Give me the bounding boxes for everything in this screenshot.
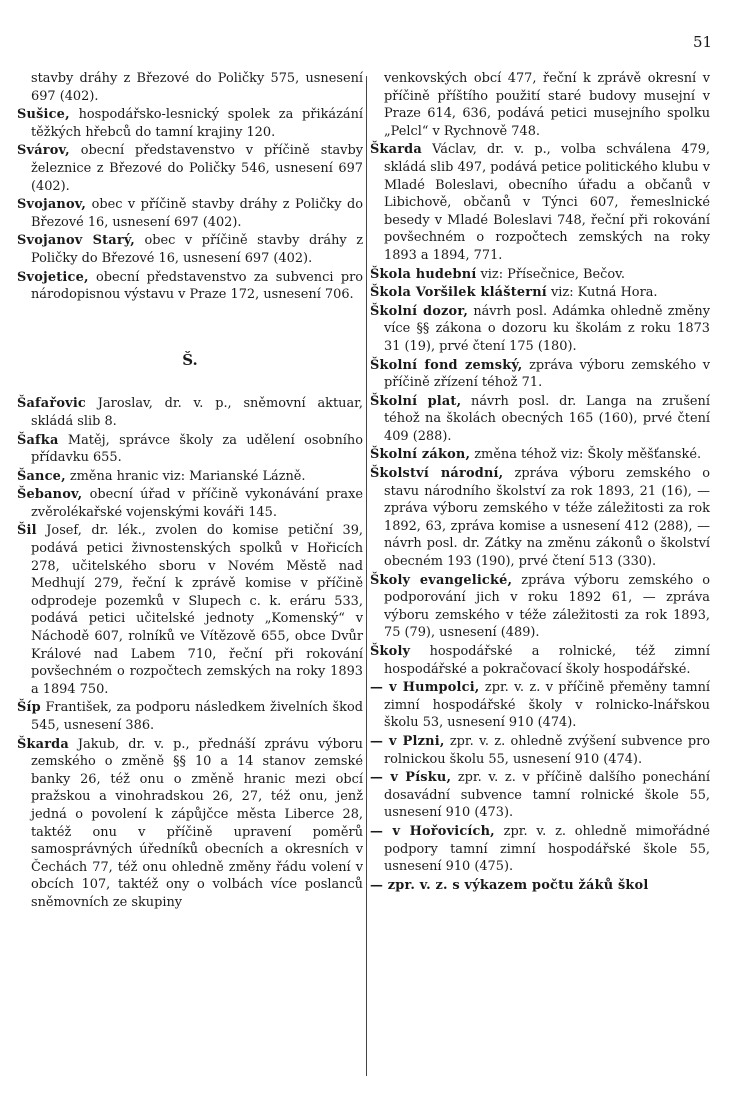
entry-heading: Šíp: [17, 700, 41, 716]
entry-text: zpr. v. z. ohledně mimořádné podpory tamní zimní hospodářské škole 55, usnesení 910 (475).: [384, 823, 710, 875]
entry-heading: Školní plat,: [370, 393, 462, 409]
index-entry: [370, 769, 710, 822]
index-entry: [17, 432, 363, 467]
entry-text: hospodářsko-lesnický spolek za přikázání těžkých hřebců do tamní krajiny 120.: [31, 107, 363, 140]
entry-text: zpráva výboru zemského o podporování jich v roku 1892 61, — zpráva výboru zemského v téže záležitosti za rok 1893, 75 (79), usnesení (489).: [384, 572, 710, 641]
entry-text: Jakub, dr. v. p., přednáší zprávu výboru zemského o změně §§ 10 a 14 stanov zemské banky 26, též onu o změně hranic mezi obcí pražskou a vinohradskou 26, 27, též onu, jenž jedná o povolení k zápůjčce města Liberce 28, taktéž onu v příčině upravení poměrů samosprávných úředníků obecních a okresních v Čechách 77, též onu ohledně změny řádu volení v obcích 107, taktéž ony o volbách více poslanců sněmovních ze skupiny: [31, 736, 363, 910]
index-entry: [370, 284, 710, 302]
index-entry: [17, 70, 363, 105]
entry-heading: — zpr. v. z. s výkazem počtu žáků škol: [370, 877, 649, 893]
entry-heading: Škarda: [370, 142, 422, 158]
entry-heading: Šance,: [17, 468, 66, 484]
entry-text: obecní úřad v příčině vykonávání praxe zvěrolékařské vojenskými kováři 145.: [31, 487, 363, 520]
left-column: [17, 70, 363, 913]
entry-heading: Škola hudební: [370, 266, 477, 282]
entry-text: Václav, dr. v. p., volba schválena 479, skládá slib 497, podává petice politického klubu v Mladé Boleslavi, obecního úřadu a občanů v Libichově, občanů v Týnci 607, řemeslnické besedy v Mladé Boleslavi 748, řeční při rokování povšechném o rozpočtech zemských na roky 1893 a 1894, 771.: [384, 142, 710, 263]
entry-text: stavby dráhy z Březové do Poličky 575, usnesení 697 (402).: [31, 71, 363, 104]
index-entry: [17, 269, 363, 304]
index-entry: [370, 303, 710, 356]
index-entry: [370, 266, 710, 284]
entry-heading: Školní dozor,: [370, 303, 469, 319]
section-heading: Š.: [182, 350, 198, 369]
entry-text: návrh posl. dr. Langa na zrušení téhož na školách obecných 165 (160), prvé čtení 409 (288).: [384, 393, 710, 444]
index-entry: [17, 232, 363, 267]
entry-heading: — v Plzni,: [370, 733, 445, 749]
column-divider: [366, 76, 367, 1076]
entry-text: zpr. v. z. v příčině přeměny tamní zimní hospodářské školy v rolnicko-lnářskou školu 53, usnesení 910 (474).: [384, 680, 710, 731]
entry-text: zpr. v. z. ohledně zvýšení subvence pro rolnickou školu 55, usnesení 910 (474).: [384, 733, 711, 767]
entry-heading: Svárov,: [17, 143, 70, 159]
entry-heading: Školy: [370, 644, 411, 659]
index-entry: [17, 486, 363, 521]
entry-heading: Školství národní,: [370, 466, 504, 482]
index-entry: [370, 70, 710, 140]
entry-heading: Školní zákon,: [370, 447, 471, 463]
entry-heading: Svojanov Starý,: [17, 233, 135, 249]
index-entry: [370, 465, 710, 571]
index-entry: [17, 522, 363, 698]
entry-text: hospodářské a rolnické, též zimní hospodářské a pokračovací školy hospodářské.: [384, 644, 710, 677]
entry-text: zpráva výboru zemského v příčině zřízení téhož 71.: [384, 357, 711, 391]
entry-text: změna hranic viz: Marianské Lázně.: [65, 468, 306, 484]
entry-heading: Školní fond zemský,: [370, 357, 523, 373]
entry-text: obecní představenstvo v příčině stavby železnice z Březové do Poličky 546, usnesení 697 (402).: [31, 143, 363, 194]
index-entry: [370, 446, 710, 464]
index-entry: [370, 823, 710, 876]
entry-heading: Školy evangelické,: [370, 572, 513, 588]
entry-text: zpráva výboru zemského o stavu národního školství za rok 1893, 21 (16), — zpráva výboru zemského v téže záležitosti za rok 1892, 63, zpráva komise a usnesení 412 (288), — návrh posl. dr. Zátky na změnu zákonů o školství obecném 193 (190), prvé čtení 513 (330).: [384, 466, 710, 570]
index-entry: [370, 643, 710, 678]
index-entry: [17, 468, 363, 486]
entry-heading: Šafka: [17, 432, 59, 448]
entries-group-b: [17, 395, 363, 911]
page-number: 51: [693, 33, 713, 51]
entry-heading: — v Písku,: [370, 770, 452, 786]
entry-text: návrh posl. Adámka ohledně změny více §§ zákona o dozoru ku školám z roku 1873 31 (19), prvé čtení 175 (180).: [384, 303, 710, 354]
index-entry: [370, 393, 710, 446]
right-column: [370, 70, 710, 895]
entry-heading: Škola Voršilek klášterní: [370, 285, 547, 301]
entry-heading: Svojetice,: [17, 269, 89, 285]
entries-group-right: [370, 70, 710, 894]
index-entry: [370, 733, 710, 768]
index-entry: [17, 142, 363, 195]
entry-text: Matěj, správce školy za udělení osobního přídavku 655.: [31, 432, 363, 466]
entry-text: změna téhož viz: Školy měšťanské.: [470, 447, 702, 463]
entry-heading: Šebanov,: [17, 487, 83, 503]
entry-text: obecní představenstvo za subvenci pro národopisnou výstavu v Praze 172, usnesení 706.: [31, 269, 363, 303]
entry-text: Josef, dr. lék., zvolen do komise petiční 39, podává petici živnostenských spolků v Hořicích 278, učitelského sboru v Novém Městě nad Medhují 279, řeční k zprávě komise v příčině odprodeje pozemků v Slupech c. k. eráru 533, podává petici učitelské jednoty „Komenský“ v Náchodě 607, rolníků ve Vítězově 655, obce Dvůr Králové nad Labem 710, řeční při rokování povšechném o rozpočtech zemských na roky 1893 a 1894 750.: [31, 523, 363, 697]
entry-text: František, za podporu následkem živelních škod 545, usnesení 386.: [31, 700, 363, 733]
entry-heading: Škarda: [17, 736, 69, 752]
index-entry: [370, 357, 710, 392]
index-entry: [370, 679, 710, 732]
entry-text: obec v příčině stavby dráhy z Poličky do Březové 16, usnesení 697 (402).: [31, 197, 363, 230]
entry-text: venkovských obcí 477, řeční k zprávě okresní v příčině příštího použití staré budovy musejní v Praze 614, 636, podává petici musejního spolku „Pelcl“ v Rychnově 748.: [384, 71, 710, 139]
index-entry: [17, 736, 363, 912]
index-entry: [17, 106, 363, 141]
entry-text: viz: Kutná Hora.: [546, 285, 658, 301]
entry-heading: Šafařovic: [17, 396, 86, 412]
entry-text: zpr. v. z. v příčině dalšího ponechání dosavádní subvence tamní rolnické škole 55, usnesení 910 (473).: [384, 770, 711, 821]
entry-text: viz: Přísečnice, Bečov.: [476, 266, 625, 282]
index-entry: [370, 141, 710, 264]
index-entry: [17, 395, 363, 430]
index-entry: [17, 699, 363, 734]
entry-heading: — v Hořovicích,: [370, 823, 495, 839]
entries-group-a: [17, 70, 363, 304]
entry-heading: Svojanov,: [17, 197, 87, 213]
entry-heading: Sušice,: [17, 107, 70, 123]
entry-heading: Šil: [17, 523, 37, 539]
entry-heading: — v Humpolci,: [370, 680, 480, 696]
entry-text: Jaroslav, dr. v. p., sněmovní aktuar, skládá slib 8.: [31, 396, 363, 429]
index-entry: [370, 572, 710, 642]
index-entry: [17, 196, 363, 231]
index-entry: [370, 877, 710, 895]
entry-text: obec v příčině stavby dráhy z Poličky do Březové 16, usnesení 697 (402).: [31, 233, 363, 266]
